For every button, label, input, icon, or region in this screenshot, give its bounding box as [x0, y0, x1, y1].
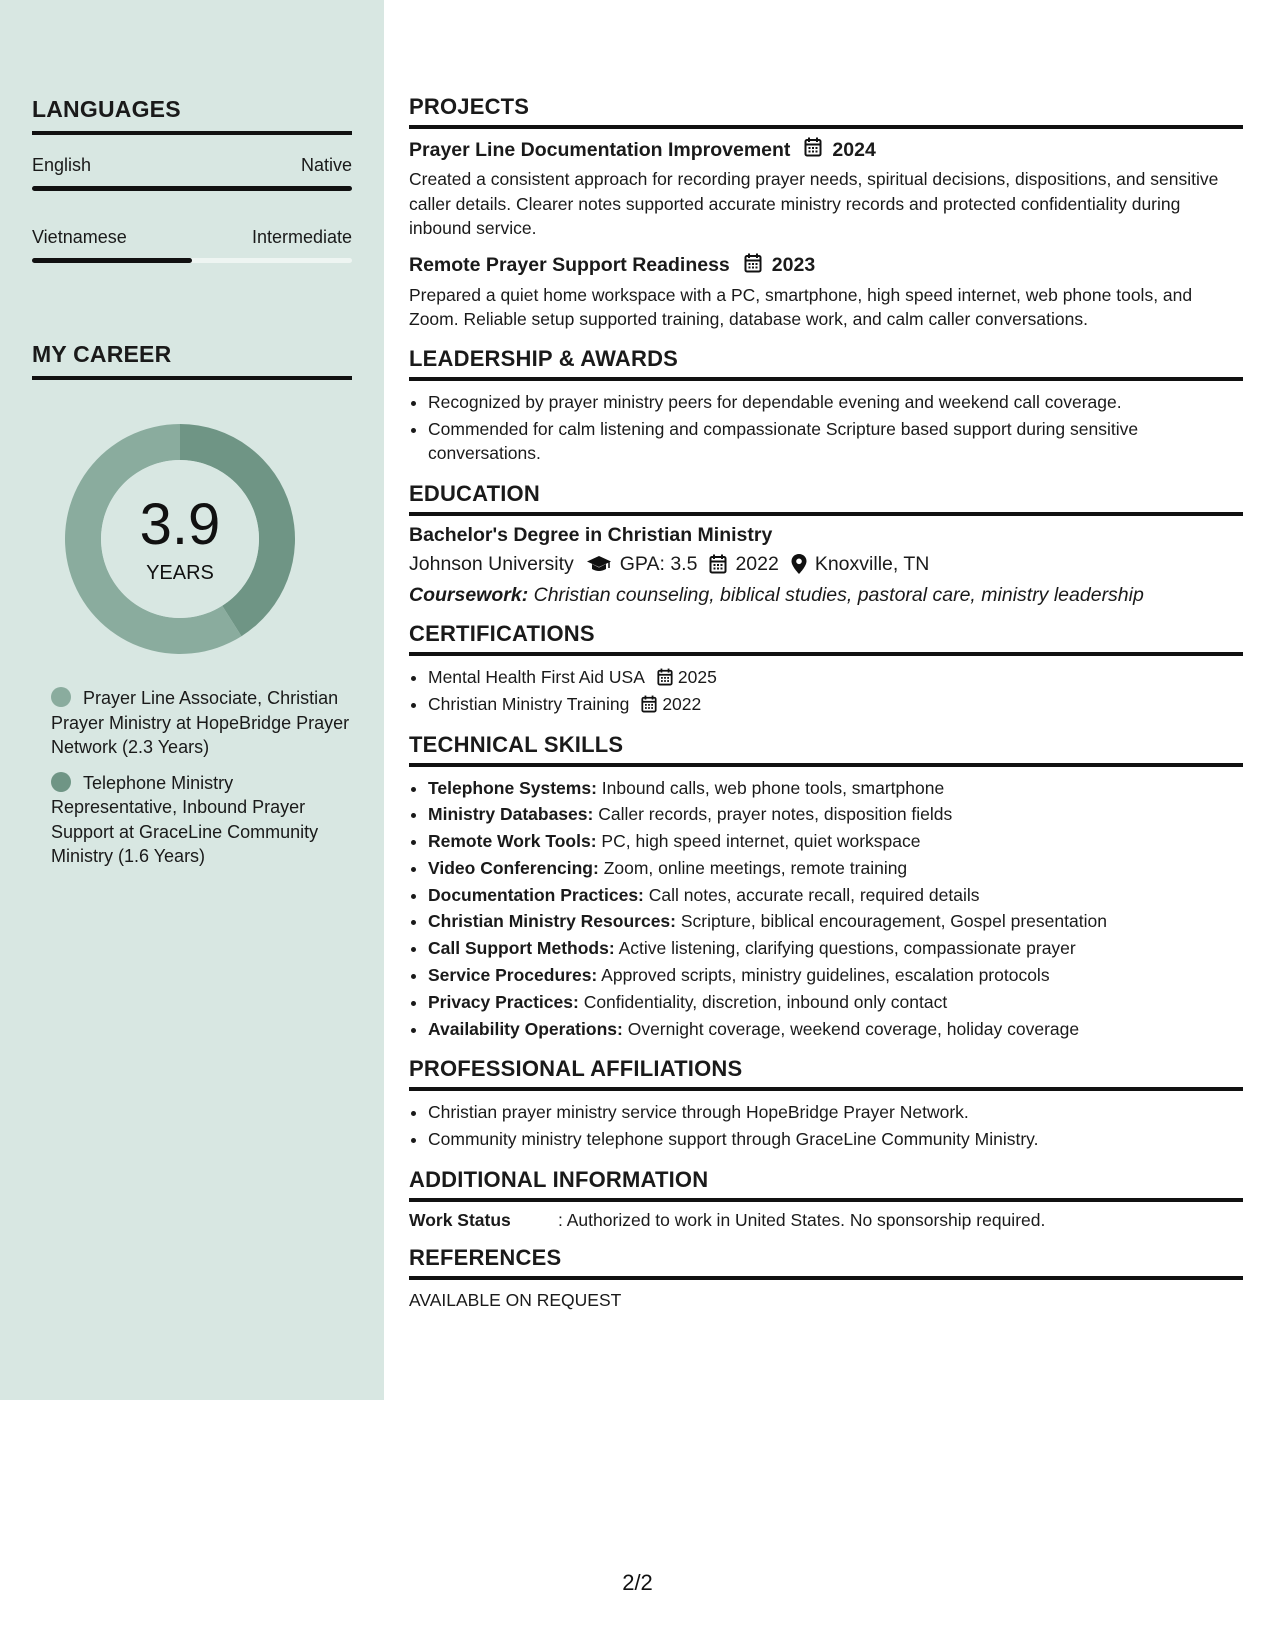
work-status-row — [409, 1210, 1243, 1231]
skill-label: Remote Work Tools: — [428, 831, 597, 852]
calendar-icon — [744, 253, 762, 279]
project-title-row — [409, 137, 1243, 163]
calendar-icon — [641, 695, 657, 713]
education-meta — [409, 553, 1243, 576]
language-proficiency-fill — [32, 186, 352, 191]
language-name: English — [32, 155, 92, 175]
projects-section — [409, 94, 1243, 332]
skill-value: Inbound calls, web phone tools, smartphone — [601, 777, 945, 798]
list-item — [428, 882, 1243, 909]
coursework-label: Coursework: — [409, 583, 529, 606]
list-item — [428, 989, 1243, 1016]
language-item — [32, 155, 352, 191]
leadership-heading: LEADERSHIP & AWARDS — [409, 346, 1243, 381]
page-number: 2/2 — [622, 1570, 653, 1595]
languages-heading: LANGUAGES — [32, 96, 352, 135]
main-content — [409, 94, 1243, 1325]
project-year: 2023 — [771, 254, 816, 276]
leadership-section — [409, 346, 1243, 467]
language-proficiency-bar — [32, 258, 352, 263]
project-description: Created a consistent approach for recording prayer needs, spiritual decisions, dispositions, and sensitive caller details. Clearer notes supported accurate ministry records and protected confidentiality during inbound service. — [409, 169, 1219, 238]
skill-value: Call notes, accurate recall, required details — [648, 884, 980, 905]
calendar-icon — [709, 554, 727, 574]
skill-value: Scripture, biblical encouragement, Gospel presentation — [680, 911, 1107, 932]
certifications-heading: CERTIFICATIONS — [409, 621, 1243, 656]
certification-year: 2025 — [677, 666, 717, 687]
location-pin-icon — [791, 554, 807, 574]
list-item — [428, 855, 1243, 882]
project-title: Remote Prayer Support Readiness — [409, 254, 730, 276]
affiliations-list — [409, 1099, 1243, 1153]
project-title-row — [409, 253, 1243, 279]
degree-title: Bachelor's Degree in Christian Ministry — [409, 523, 773, 546]
sidebar-content — [32, 96, 352, 880]
list-item — [428, 908, 1243, 935]
list-item — [428, 1016, 1243, 1043]
list-item — [428, 664, 1243, 691]
sidebar — [0, 0, 384, 1400]
language-level: Intermediate — [251, 227, 352, 247]
language-name: Vietnamese — [32, 227, 127, 247]
graduation-cap-icon — [586, 555, 612, 573]
skill-label: Service Procedures: — [428, 965, 598, 986]
skill-value: Zoom, online meetings, remote training — [603, 857, 908, 878]
career-item — [51, 771, 352, 869]
language-level: Native — [300, 155, 352, 175]
list-item — [428, 775, 1243, 802]
project-title: Prayer Line Documentation Improvement — [409, 138, 791, 161]
skill-label: Availability Operations: — [428, 1018, 623, 1039]
project-year: 2024 — [832, 138, 876, 161]
career-item-text: Prayer Line Associate, Christian Prayer Ministry at HopeBridge Prayer Network (2.3 Years) — [51, 688, 350, 757]
affiliations-heading: PROFESSIONAL AFFILIATIONS — [409, 1056, 1243, 1091]
skill-value: Active listening, clarifying questions, compassionate prayer — [618, 938, 1076, 959]
skills-heading: TECHNICAL SKILLS — [409, 732, 1243, 767]
skill-label: Call Support Methods: — [428, 938, 615, 959]
career-donut-chart — [65, 424, 295, 654]
list-item — [428, 801, 1243, 828]
list-item — [428, 962, 1243, 989]
project-description: Prepared a quiet home workspace with a PC, smartphone, high speed internet, web phone tools, and Zoom. Reliable setup supported training, database work, and calm caller conversations. — [409, 284, 1193, 329]
gpa: GPA: 3.5 — [619, 552, 698, 575]
skills-list — [409, 775, 1243, 1043]
education-section — [409, 481, 1243, 607]
legend-dot-icon — [51, 687, 71, 707]
language-item — [32, 227, 352, 263]
certification-name: • Mental Health First Aid USA — [428, 666, 645, 687]
skill-label: Telephone Systems: — [428, 777, 597, 798]
career-total-years: 3.9 — [139, 492, 221, 557]
skill-value: Caller records, prayer notes, disposition fields — [598, 804, 953, 825]
references-text: AVAILABLE ON REQUEST — [409, 1290, 622, 1311]
affiliations-section — [409, 1056, 1243, 1153]
skill-label: Christian Ministry Resources: — [428, 911, 676, 932]
list-item: • Christian prayer ministry service through HopeBridge Prayer Network. — [428, 1099, 1243, 1126]
skills-section — [409, 732, 1243, 1043]
career-item — [51, 686, 352, 760]
projects-heading: PROJECTS — [409, 94, 1243, 129]
list-item: • Commended for calm listening and compassionate Scripture based support during sensitive conversations. — [428, 416, 1243, 467]
school-name: Johnson University — [409, 552, 574, 575]
skill-label: Documentation Practices: — [428, 884, 644, 905]
skill-label: Ministry Databases: — [428, 804, 594, 825]
certifications-section — [409, 621, 1243, 718]
list-item: • Recognized by prayer ministry peers for dependable evening and weekend call coverage. — [428, 389, 1243, 416]
skill-value: Approved scripts, ministry guidelines, escalation protocols — [601, 965, 1050, 986]
references-heading: REFERENCES — [409, 1245, 1243, 1280]
list-item — [428, 935, 1243, 962]
education-heading: EDUCATION — [409, 481, 1243, 516]
school-location: Knoxville, TN — [814, 552, 930, 575]
coursework — [409, 584, 1243, 607]
career-total-unit: YEARS — [146, 562, 214, 584]
career-heading: MY CAREER — [32, 341, 352, 380]
skill-label: Video Conferencing: — [428, 857, 599, 878]
calendar-icon — [657, 668, 673, 686]
language-proficiency-fill — [32, 258, 192, 263]
additional-heading: ADDITIONAL INFORMATION — [409, 1167, 1243, 1202]
calendar-icon — [804, 137, 822, 163]
coursework-text: Christian counseling, biblical studies, pastoral care, ministry leadership — [533, 583, 1144, 606]
certification-year: 2022 — [662, 693, 702, 714]
work-status-label: Work Status — [409, 1210, 511, 1231]
career-item-text: Telephone Ministry Representative, Inbound Prayer Support at GraceLine Community Ministry (1.6 Years) — [51, 772, 319, 866]
certification-name: • Christian Ministry Training — [428, 693, 630, 714]
work-status-value: : Authorized to work in United States. No sponsorship required. — [558, 1210, 1046, 1231]
list-item — [428, 828, 1243, 855]
list-item — [428, 691, 1243, 718]
list-item: • Community ministry telephone support through GraceLine Community Ministry. — [428, 1126, 1243, 1153]
certifications-list — [409, 664, 1243, 718]
leadership-list — [409, 389, 1243, 467]
skill-value: PC, high speed internet, quiet workspace — [601, 831, 921, 852]
additional-section — [409, 1167, 1243, 1231]
language-proficiency-bar — [32, 186, 352, 191]
skill-value: Overnight coverage, weekend coverage, holiday coverage — [627, 1018, 1080, 1039]
skill-label: Privacy Practices: — [428, 991, 579, 1012]
legend-dot-icon — [51, 772, 71, 792]
career-list — [32, 686, 352, 869]
graduation-year: 2022 — [735, 552, 779, 575]
skill-value: Confidentiality, discretion, inbound only contact — [583, 991, 948, 1012]
references-section — [409, 1245, 1243, 1311]
